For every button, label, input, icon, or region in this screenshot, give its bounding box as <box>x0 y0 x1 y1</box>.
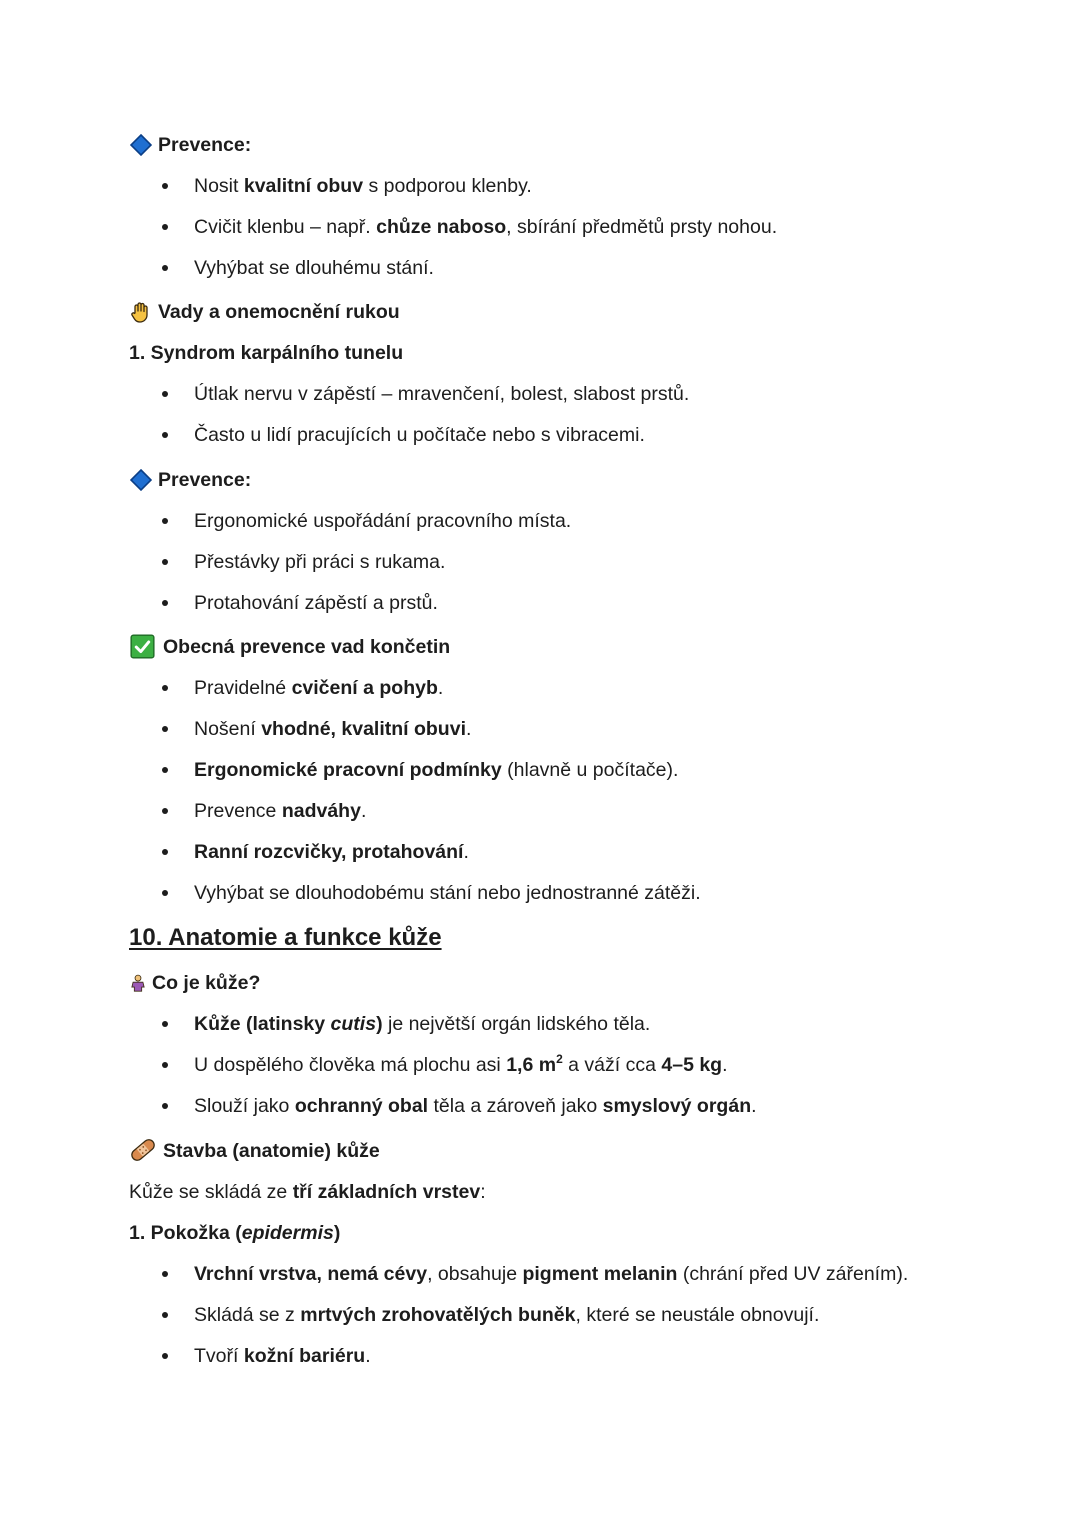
list-item-text: Vyhýbat se dlouhému stání. <box>194 257 434 279</box>
list-item <box>0 1260 1080 1288</box>
list-item-text: Nosit kvalitní obuv s podporou klenby. <box>194 175 532 197</box>
list-item-text: Kůže (latinsky cutis) je největší orgán lidského těla. <box>194 1013 651 1035</box>
list-item <box>0 1301 1080 1329</box>
bullet-dot <box>162 1021 168 1027</box>
list-item-text: Protahování zápěstí a prstů. <box>194 592 438 614</box>
bullet-dot <box>162 808 168 814</box>
prevence-heading <box>0 131 1080 159</box>
list-item-text: Cvičit klenbu – např. chůze naboso, sbírání předmětů prsty nohou. <box>194 216 778 238</box>
list-item <box>0 1010 1080 1038</box>
cojekuze-heading-text: Co je kůže? <box>152 972 261 994</box>
list-item <box>0 254 1080 282</box>
list-item-text: Slouží jako ochranný obal těla a zároveň jako smyslový orgán. <box>194 1095 757 1117</box>
list-item <box>0 879 1080 907</box>
list-item-text: U dospělého člověka má plochu asi 1,6 $m^2$ a váží cca 4–5 kg. <box>194 1052 728 1076</box>
section-title: 10. Anatomie a funkce kůže <box>129 924 442 951</box>
list-item <box>0 797 1080 825</box>
list-item-text: Vyhýbat se dlouhodobému stání nebo jednostranné zátěži. <box>194 882 701 904</box>
bullet-dot <box>162 1103 168 1109</box>
obecna-heading-text: Obecná prevence vad končetin <box>163 636 451 658</box>
prevence-heading-text: Prevence: <box>158 134 252 156</box>
paragraph-text: Kůže se skládá ze tří základních vrstev: <box>129 1181 486 1203</box>
list-item <box>0 380 1080 408</box>
rukou-heading <box>0 298 1080 326</box>
bullet-dot <box>162 518 168 524</box>
list-item-text: Tvoří kožní bariéru. <box>194 1345 371 1367</box>
bullet-dot <box>162 1353 168 1359</box>
bullet-dot <box>162 1062 168 1068</box>
list-item <box>0 1342 1080 1370</box>
prevence-heading <box>0 466 1080 494</box>
list-item <box>0 589 1080 617</box>
bullet-dot <box>162 767 168 773</box>
list-item-text: Ranní rozcvičky, protahování. <box>194 841 469 863</box>
list-item <box>0 756 1080 784</box>
cojekuze-heading <box>0 969 1080 997</box>
paragraph <box>0 1178 1080 1206</box>
list-item <box>0 715 1080 743</box>
bullet-dot <box>162 265 168 271</box>
bullet-dot <box>162 849 168 855</box>
list-item-text: Pravidelné cvičení a pohyb. <box>194 677 444 699</box>
adhesive-bandage-icon <box>129 1136 157 1164</box>
list-item <box>0 1051 1080 1079</box>
list-item-text: Ergonomické uspořádání pracovního místa. <box>194 510 572 532</box>
prevence-heading-text: Prevence: <box>158 469 252 491</box>
subheading-text: 1. Syndrom karpálního tunelu <box>129 342 404 364</box>
list-item-text: Ergonomické pracovní podmínky (hlavně u počítače). <box>194 759 679 781</box>
list-item <box>0 213 1080 241</box>
list-item-text: Vrchní vrstva, nemá cévy, obsahuje pigment melanin (chrání před UV zářením). <box>194 1263 909 1285</box>
list-item-text: Prevence nadváhy. <box>194 800 367 822</box>
check-mark-button-icon <box>130 634 155 659</box>
stavba-heading <box>0 1137 1080 1165</box>
person-icon <box>129 970 147 996</box>
list-item <box>0 674 1080 702</box>
subheading <box>0 339 1080 367</box>
list-item-text: Útlak nervu v zápěstí – mravenčení, bolest, slabost prstů. <box>194 383 690 405</box>
bullet-dot <box>162 1312 168 1318</box>
stavba-heading-text: Stavba (anatomie) kůže <box>163 1140 380 1162</box>
bullet-dot <box>162 890 168 896</box>
bullet-dot <box>162 559 168 565</box>
bullet-dot <box>162 685 168 691</box>
bullet-dot <box>162 1271 168 1277</box>
list-item-text: Skládá se z mrtvých zrohovatělých buněk, které se neustále obnovují. <box>194 1304 820 1326</box>
list-item-text: Často u lidí pracujících u počítače nebo s vibracemi. <box>194 424 645 446</box>
list-item <box>0 507 1080 535</box>
bullet-dot <box>162 391 168 397</box>
subheading-text: 1. Pokožka (epidermis) <box>129 1222 341 1244</box>
blue-diamond-icon <box>130 134 152 156</box>
subheading <box>0 1219 1080 1247</box>
list-item-text: Nošení vhodné, kvalitní obuvi. <box>194 718 472 740</box>
bullet-dot <box>162 224 168 230</box>
bullet-dot <box>162 726 168 732</box>
raised-hand-icon <box>130 301 152 323</box>
list-item <box>0 1092 1080 1120</box>
list-item-text: Přestávky při práci s rukama. <box>194 551 446 573</box>
rukou-heading-text: Vady a onemocnění rukou <box>158 301 400 323</box>
list-item <box>0 838 1080 866</box>
obecna-heading <box>0 633 1080 661</box>
bullet-dot <box>162 600 168 606</box>
list-item <box>0 421 1080 449</box>
bullet-dot <box>162 183 168 189</box>
list-item <box>0 548 1080 576</box>
blue-diamond-icon <box>130 469 152 491</box>
list-item <box>0 172 1080 200</box>
bullet-dot <box>162 432 168 438</box>
